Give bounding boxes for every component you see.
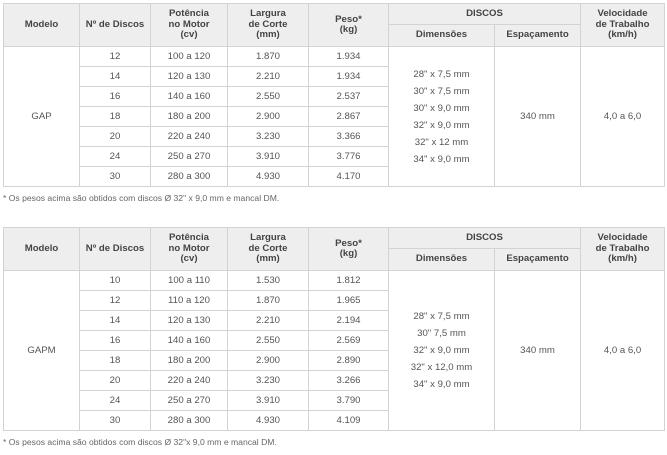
header-velocidade — [581, 4, 665, 47]
dimension-item: 30" 7,5 mm — [417, 328, 466, 339]
header-discos-count: Nº de Discos — [80, 228, 151, 271]
dimension-item: 28" x 7,5 mm — [413, 311, 470, 322]
weight-footnote: * Os pesos acima são obtidos com discos Ø 32" x 9,0 mm e mancal DM. — [3, 193, 280, 203]
header-espacamento: Espaçamento — [495, 24, 581, 46]
discos-count-cell: 24 — [80, 147, 151, 167]
header-discos-count: Nº de Discos — [80, 4, 151, 47]
potencia-cell: 250 a 270 — [151, 147, 228, 167]
peso-cell: 3.790 — [309, 391, 389, 411]
header-modelo: Modelo — [4, 228, 80, 271]
dimensions-cell — [389, 271, 495, 431]
header-potencia-line3: (cv) — [180, 253, 198, 265]
potencia-cell: 100 a 110 — [151, 271, 228, 291]
potencia-cell: 180 a 200 — [151, 107, 228, 127]
dimension-item: 34" x 9,0 mm — [413, 153, 470, 165]
spec-table — [3, 3, 665, 187]
header-potencia-line2: no Motor — [168, 18, 210, 30]
largura-cell: 1.870 — [228, 291, 309, 311]
peso-cell: 3.366 — [309, 127, 389, 147]
header-largura-line2: de Corte — [248, 18, 288, 30]
header-velocidade-line3: (km/h) — [608, 253, 637, 265]
discos-count-cell: 30 — [80, 167, 151, 187]
largura-cell: 4.930 — [228, 167, 309, 187]
header-potencia-line3: (cv) — [180, 29, 198, 41]
header-peso-line2: (kg) — [339, 24, 358, 35]
header-largura-line2: de Corte — [248, 242, 288, 254]
gapm-spec-section — [3, 227, 664, 447]
speed-cell: 4,0 a 6,0 — [581, 47, 665, 187]
dimension-item: 30" x 9,0 mm — [413, 102, 470, 114]
potencia-cell: 280 a 300 — [151, 411, 228, 431]
table-row — [4, 47, 665, 67]
header-velocidade-line1: Velocidade — [597, 8, 648, 20]
largura-cell: 3.230 — [228, 371, 309, 391]
header-potencia — [151, 228, 228, 271]
largura-cell: 1.530 — [228, 271, 309, 291]
header-potencia-line1: Potência — [169, 8, 209, 20]
dimensions-cell — [389, 47, 495, 187]
peso-cell: 1.934 — [309, 47, 389, 67]
potencia-cell: 140 a 160 — [151, 331, 228, 351]
header-velocidade-line1: Velocidade — [597, 232, 648, 244]
header-modelo: Modelo — [4, 4, 80, 47]
discos-count-cell: 18 — [80, 107, 151, 127]
largura-cell: 2.550 — [228, 87, 309, 107]
discos-count-cell: 16 — [80, 87, 151, 107]
potencia-cell: 220 a 240 — [151, 371, 228, 391]
potencia-cell: 180 a 200 — [151, 351, 228, 371]
header-largura — [228, 4, 309, 47]
discos-count-cell: 20 — [80, 127, 151, 147]
header-largura-line3: (mm) — [256, 29, 280, 41]
dimension-item: 30" x 7,5 mm — [413, 85, 470, 97]
largura-cell: 3.910 — [228, 391, 309, 411]
header-velocidade-line2: de Trabalho — [595, 242, 650, 254]
peso-cell: 2.867 — [309, 107, 389, 127]
discos-count-cell: 18 — [80, 351, 151, 371]
table-row — [4, 271, 665, 291]
dimension-item: 28" x 7,5 mm — [413, 68, 470, 80]
peso-cell: 3.776 — [309, 147, 389, 167]
potencia-cell: 110 a 120 — [151, 291, 228, 311]
largura-cell: 2.210 — [228, 67, 309, 87]
model-cell: GAP — [4, 47, 80, 187]
dimension-item: 32" x 9,0 mm — [413, 345, 470, 356]
weight-footnote: * Os pesos acima são obtidos com discos Ø 32"x 9,0 mm e mancal DM. — [3, 437, 277, 447]
dimension-item: 32" x 9,0 mm — [413, 119, 470, 131]
discos-count-cell: 16 — [80, 331, 151, 351]
header-peso — [309, 228, 389, 271]
header-espacamento: Espaçamento — [495, 248, 581, 270]
peso-cell: 3.266 — [309, 371, 389, 391]
peso-cell: 1.965 — [309, 291, 389, 311]
header-discos-group: DISCOS — [389, 4, 581, 25]
peso-cell: 1.812 — [309, 271, 389, 291]
header-peso — [309, 4, 389, 47]
peso-cell: 2.537 — [309, 87, 389, 107]
potencia-cell: 250 a 270 — [151, 391, 228, 411]
header-dimensoes: Dimensões — [389, 24, 495, 46]
discos-count-cell: 12 — [80, 291, 151, 311]
header-peso-line1: Peso* — [335, 13, 362, 25]
spacing-cell: 340 mm — [495, 271, 581, 431]
dimension-item: 32" x 12,0 mm — [410, 362, 473, 373]
header-velocidade-line2: de Trabalho — [595, 18, 650, 30]
discos-count-cell: 14 — [80, 67, 151, 87]
header-largura-line3: (mm) — [256, 253, 280, 265]
peso-cell: 2.194 — [309, 311, 389, 331]
largura-cell: 4.930 — [228, 411, 309, 431]
discos-count-cell: 10 — [80, 271, 151, 291]
potencia-cell: 120 a 130 — [151, 311, 228, 331]
dimension-item: 32" x 12 mm — [414, 136, 469, 148]
largura-cell: 3.910 — [228, 147, 309, 167]
header-largura-line1: Largura — [250, 8, 286, 20]
model-cell: GAPM — [4, 271, 80, 431]
header-peso-line2: (kg) — [339, 248, 358, 259]
discos-count-cell: 30 — [80, 411, 151, 431]
largura-cell: 2.900 — [228, 107, 309, 127]
header-potencia-line2: no Motor — [168, 242, 210, 254]
header-largura — [228, 228, 309, 271]
peso-cell: 4.109 — [309, 411, 389, 431]
header-peso-line1: Peso* — [335, 237, 362, 249]
peso-cell: 2.569 — [309, 331, 389, 351]
peso-cell: 2.890 — [309, 351, 389, 371]
speed-cell: 4,0 a 6,0 — [581, 271, 665, 431]
header-dimensoes: Dimensões — [389, 248, 495, 270]
peso-cell: 1.934 — [309, 67, 389, 87]
spacing-cell: 340 mm — [495, 47, 581, 187]
header-velocidade — [581, 228, 665, 271]
potencia-cell: 220 a 240 — [151, 127, 228, 147]
spec-table — [3, 227, 665, 431]
largura-cell: 2.550 — [228, 331, 309, 351]
potencia-cell: 280 a 300 — [151, 167, 228, 187]
largura-cell: 2.210 — [228, 311, 309, 331]
discos-count-cell: 20 — [80, 371, 151, 391]
header-discos-group: DISCOS — [389, 228, 581, 249]
peso-cell: 4.170 — [309, 167, 389, 187]
header-largura-line1: Largura — [250, 232, 286, 244]
gap-spec-section — [3, 3, 664, 203]
header-potencia — [151, 4, 228, 47]
discos-count-cell: 24 — [80, 391, 151, 411]
largura-cell: 2.900 — [228, 351, 309, 371]
potencia-cell: 120 a 130 — [151, 67, 228, 87]
largura-cell: 1.870 — [228, 47, 309, 67]
largura-cell: 3.230 — [228, 127, 309, 147]
discos-count-cell: 12 — [80, 47, 151, 67]
potencia-cell: 100 a 120 — [151, 47, 228, 67]
header-velocidade-line3: (km/h) — [608, 29, 637, 41]
discos-count-cell: 14 — [80, 311, 151, 331]
header-potencia-line1: Potência — [169, 232, 209, 244]
potencia-cell: 140 a 160 — [151, 87, 228, 107]
dimension-item: 34" x 9,0 mm — [413, 379, 470, 390]
